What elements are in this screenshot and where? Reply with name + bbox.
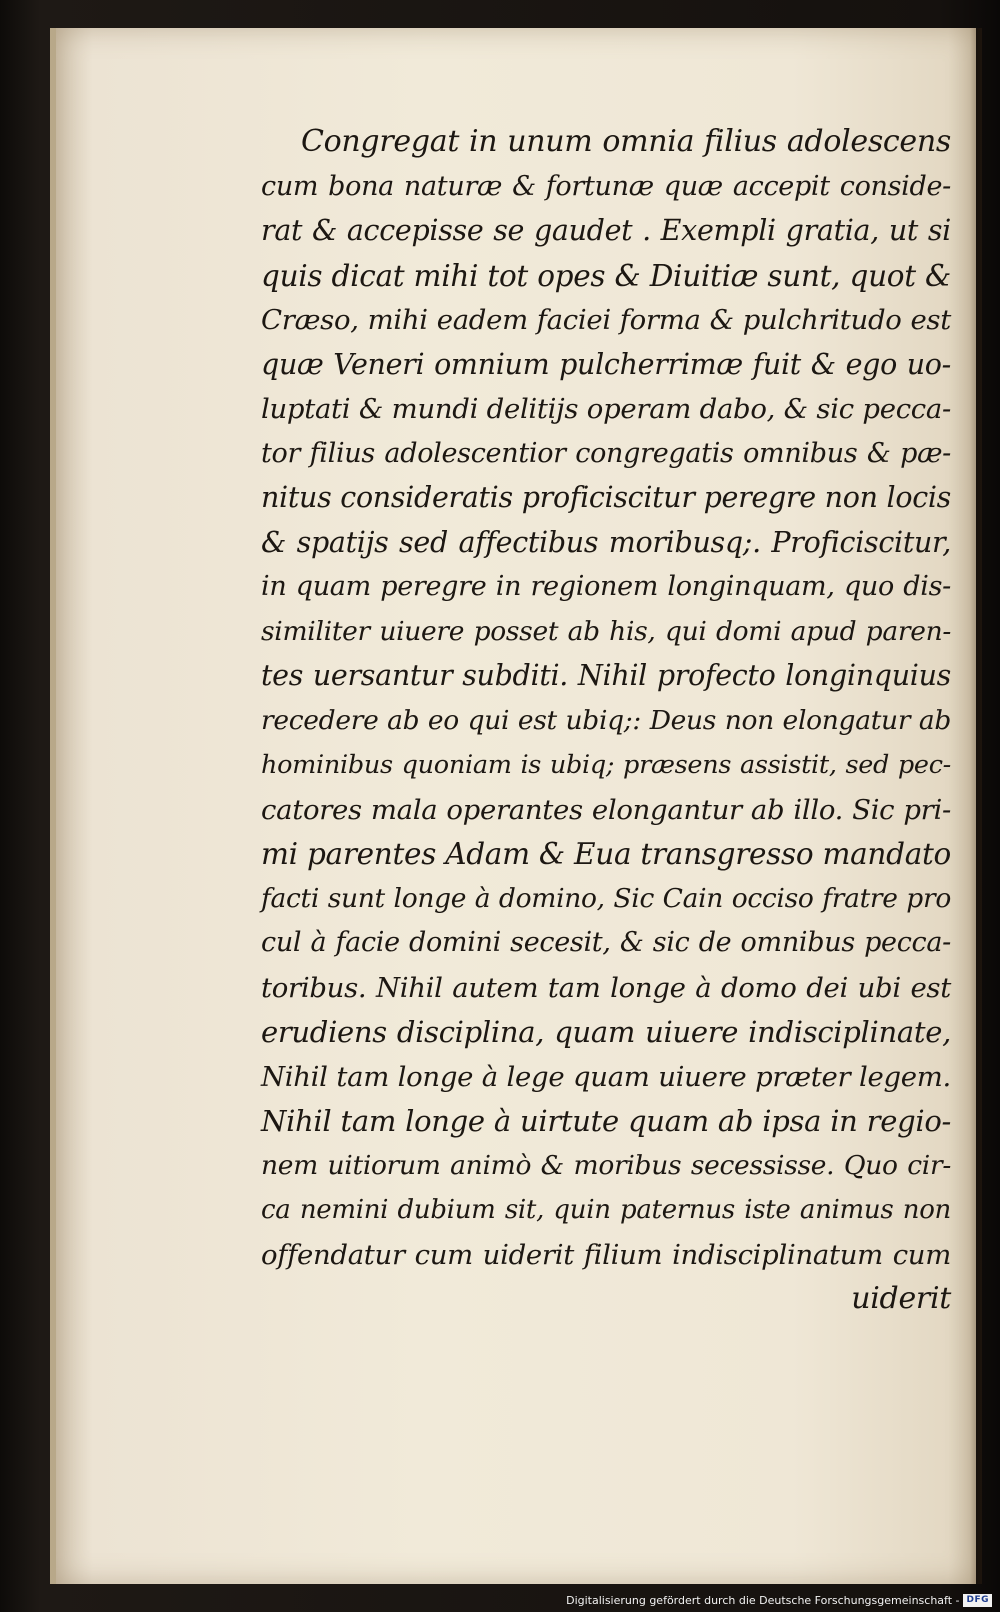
text-line-12: similiter uiuere posset ab his, qui domi apud paren- [261, 615, 951, 647]
text-line-11: in quam peregre in regionem longinquam, quo dis- [261, 571, 951, 602]
text-line-8: tor filius adolescentior congregatis omnibus & pæ- [261, 437, 951, 469]
text-block [261, 120, 951, 1322]
text-line-24: nem uitiorum animò & moribus secessisse. Quo cir- [261, 1149, 951, 1181]
text-line-3: rat & accepisse se gaudet . Exempli gratia, ut si [261, 214, 951, 247]
text-line-4: quis dicat mihi tot opes & Diuitiæ sunt, quot & [261, 258, 951, 293]
text-line-14: recedere ab eo qui est ubiq;: Deus non elongatur ab [261, 704, 951, 736]
text-line-23: Nihil tam longe à uirtute quam ab ipsa in regio- [261, 1104, 951, 1138]
book-page [50, 28, 976, 1584]
text-line-7: luptati & mundi delitijs operam dabo, & sic pecca- [261, 393, 951, 425]
text-line-13: tes uersantur subditi. Nihil profecto longinquius [261, 659, 951, 692]
dfg-logo-icon: DFG [963, 1594, 992, 1607]
digitization-credit [566, 1592, 992, 1608]
text-line-2: cum bona naturæ & fortunæ quæ accepit conside- [261, 170, 951, 202]
credit-text: Digitalisierung gefördert durch die Deutsche Forschungsgemeinschaft - [566, 1593, 960, 1607]
text-line-16: catores mala operantes elongantur ab illo. Sic pri- [261, 793, 951, 826]
text-line-9: nitus consideratis proficiscitur peregre non locis [261, 481, 951, 514]
text-line-20: toribus. Nihil autem tam longe à domo dei ubi est [261, 971, 951, 1004]
text-line-19: cul à facie domini secesit, & sic de omnibus pecca- [261, 927, 951, 958]
text-line-1: Congregat in unum omnia filius adolescens [301, 124, 951, 159]
text-line-21: erudiens disciplina, quam uiuere indisciplinate, [261, 1015, 951, 1049]
text-line-15: hominibus quoniam is ubiq; præsens assistit, sed pec- [261, 750, 951, 780]
text-line-26: offendatur cum uiderit filium indisciplinatum cum [261, 1238, 951, 1271]
text-line-22: Nihil tam longe à lege quam uiuere præter legem. [261, 1060, 951, 1093]
catchword: uiderit [851, 1281, 951, 1316]
text-line-6: quæ Veneri omnium pulcherrimæ fuit & ego uo- [261, 347, 951, 381]
text-line-17: mi parentes Adam & Eua transgresso mandato [261, 837, 951, 871]
text-line-10: & spatijs sed affectibus moribusq;. Proficiscitur, [261, 525, 951, 559]
text-line-5: Cræso, mihi eadem faciei forma & pulchritudo est [261, 304, 951, 336]
text-line-18: facti sunt longe à domino, Sic Cain occiso fratre pro [261, 882, 951, 914]
text-line-25: ca nemini dubium sit, quin paternus iste animus non [261, 1195, 951, 1225]
